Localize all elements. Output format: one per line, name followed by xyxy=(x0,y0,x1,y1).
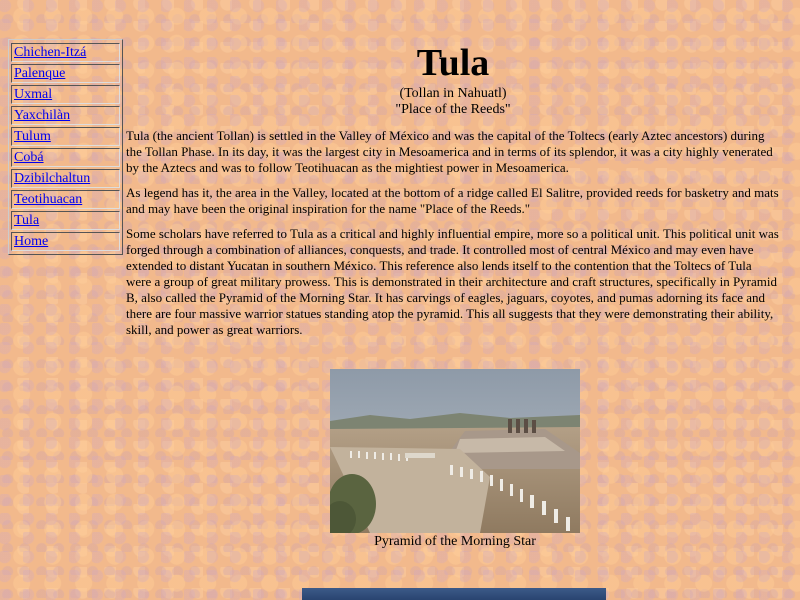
nav-link-yaxchilan[interactable]: Yaxchilàn xyxy=(14,108,71,123)
nav-cell xyxy=(11,232,120,251)
site-navigation xyxy=(8,39,123,255)
nav-cell xyxy=(11,64,120,83)
pyramid-photo xyxy=(330,369,580,533)
intro-paragraph: Tula (the ancient Tollan) is settled in the Valley of México and was the capital of the Toltecs (early Aztec ancestors) during the Tollan Phase. In its day, it was the largest city in Mesoamerica and in terms of its splendor, it was a city highly venerated by the Aztecs and was to follow Teotihuacan as the mightiest power in Mesoamerica. xyxy=(126,128,773,175)
page-title: Tula xyxy=(416,42,490,84)
nav-link-palenque[interactable]: Palenque xyxy=(14,66,66,81)
legend-paragraph: As legend has it, the area in the Valley, located at the bottom of a ridge called El Salitre, provided reeds for basketry and mats and may have been the original inspiration for the name "Place of the Reeds." xyxy=(126,185,779,216)
page-subtitle-meaning: "Place of the Reeds" xyxy=(395,102,511,117)
nav-cell xyxy=(11,148,120,167)
empire-paragraph: Some scholars have referred to Tula as a critical and highly influential empire, more so a political unit. This political unit was forged through a combination of alliances, conquests, and trade. It controlled most of central México and may even have extended to distant Yucatan in southern México. This reference also lends itself to the contention that the Toltecs of Tula were a group of great military prowess. This is demonstrated in their architecture and craft structures, specifically in Pyramid B, also called the Pyramid of the Morning Star. It has carvings of eagles, jaguars, coyotes, and pumas adorning its face and there are four massive warrior statues standing atop the pyramid. This all suggests that they were demonstrating their ability, skill, and power as great warriors. xyxy=(126,226,779,337)
nav-link-tula[interactable]: Tula xyxy=(14,213,40,228)
nav-link-uxmal[interactable]: Uxmal xyxy=(14,87,53,102)
nav-cell xyxy=(11,211,120,230)
nav-link-dzibilchaltun[interactable]: Dzibilchaltun xyxy=(14,171,91,186)
nav-link-home[interactable]: Home xyxy=(14,234,49,249)
nav-link-chichen-itza[interactable]: Chichen-Itzá xyxy=(14,45,87,60)
nav-cell xyxy=(11,85,120,104)
nav-link-coba[interactable]: Cobá xyxy=(14,150,44,165)
nav-cell xyxy=(11,127,120,146)
nav-link-teotihuacan[interactable]: Teotihuacan xyxy=(14,192,83,207)
nav-link-tulum[interactable]: Tulum xyxy=(14,129,51,144)
nav-cell xyxy=(11,43,120,62)
page-subtitle-nahuatl: (Tollan in Nahuatl) xyxy=(399,86,507,101)
pyramid-figure xyxy=(330,369,580,550)
figure-caption: Pyramid of the Morning Star xyxy=(374,534,536,549)
nav-cell xyxy=(11,169,120,188)
second-photo xyxy=(302,588,606,600)
nav-cell xyxy=(11,190,120,209)
nav-cell xyxy=(11,106,120,125)
main-content xyxy=(126,40,780,338)
